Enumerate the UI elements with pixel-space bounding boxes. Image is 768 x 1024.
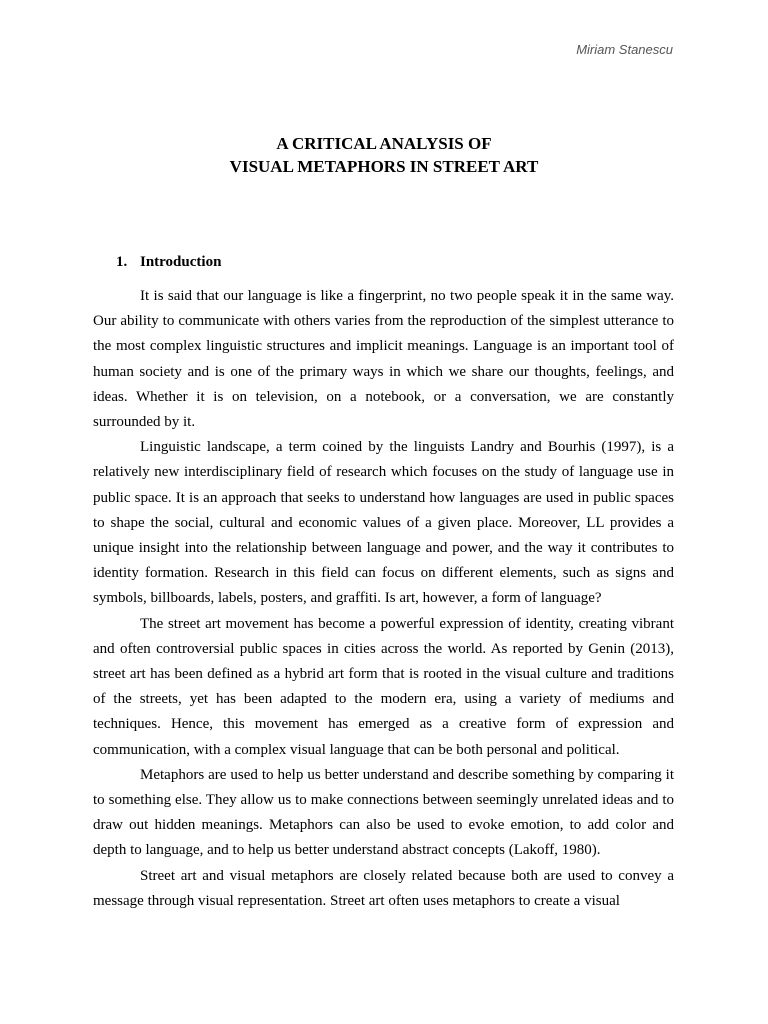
paragraph-linguistic-landscape: Linguistic landscape, a term coined by the linguists Landry and Bourhis (1997), is a relatively new interdisciplinary field of research which focuses on the study of language use in public space. It is an approach that seeks to understand how languages are used in public spaces to shape the social, cultural and economic values of a given place. Moreover, LL provides a unique insight into the relationship between language and power, and the way it contributes to identity formation. Research in this field can focus on different elements, such as signs and symbols, billboards, labels, posters, and graffiti. Is art, however, a form of language? bbox=[93, 439, 674, 607]
section-number: 1. bbox=[116, 254, 128, 270]
running-header-author: Miriam Stanescu bbox=[576, 42, 673, 57]
section-heading-introduction bbox=[116, 252, 221, 272]
paragraph-street-art-movement: The street art movement has become a powerful expression of identity, creating vibrant and often controversial public spaces in cities across the world. As reported by Genin (2013), street art has been defined as a hybrid art form that is rooted in the visual culture and traditions of the streets, yet has been adapted to the modern era, using a variety of mediums and techniques. Hence, this movement has emerged as a creative form of expression and communication, with a complex visual language that can be both personal and political. bbox=[93, 615, 674, 758]
section-title: Introduction bbox=[140, 254, 222, 270]
title-line-1: A CRITICAL ANALYSIS OF bbox=[276, 134, 492, 153]
title-line-2: VISUAL METAPHORS IN STREET ART bbox=[229, 157, 539, 176]
body-text bbox=[93, 284, 674, 914]
paragraph-language-fingerprint: It is said that our language is like a fingerprint, no two people speak it in the same way. Our ability to communicate with others varies from the reproduction of the simplest utterance to the most complex linguistic structures and implicit meanings. Language is an important tool of human society and is one of the primary ways in which we share our thoughts, feelings, and ideas. Whether it is on television, on a notebook, or a conversation, we are constantly surrounded by it. bbox=[93, 288, 674, 431]
document-title bbox=[0, 132, 768, 178]
paragraph-street-art-visual-metaphors: Street art and visual metaphors are closely related because both are used to convey a message through visual representation. Street art often uses metaphors to create a visual bbox=[93, 867, 674, 909]
paragraph-metaphors: Metaphors are used to help us better understand and describe something by comparing it to something else. They allow us to make connections between seemingly unrelated ideas and to draw out hidden meanings. Metaphors can also be used to evoke emotion, to add color and depth to language, and to help us better understand abstract concepts (Lakoff, 1980). bbox=[93, 766, 674, 859]
